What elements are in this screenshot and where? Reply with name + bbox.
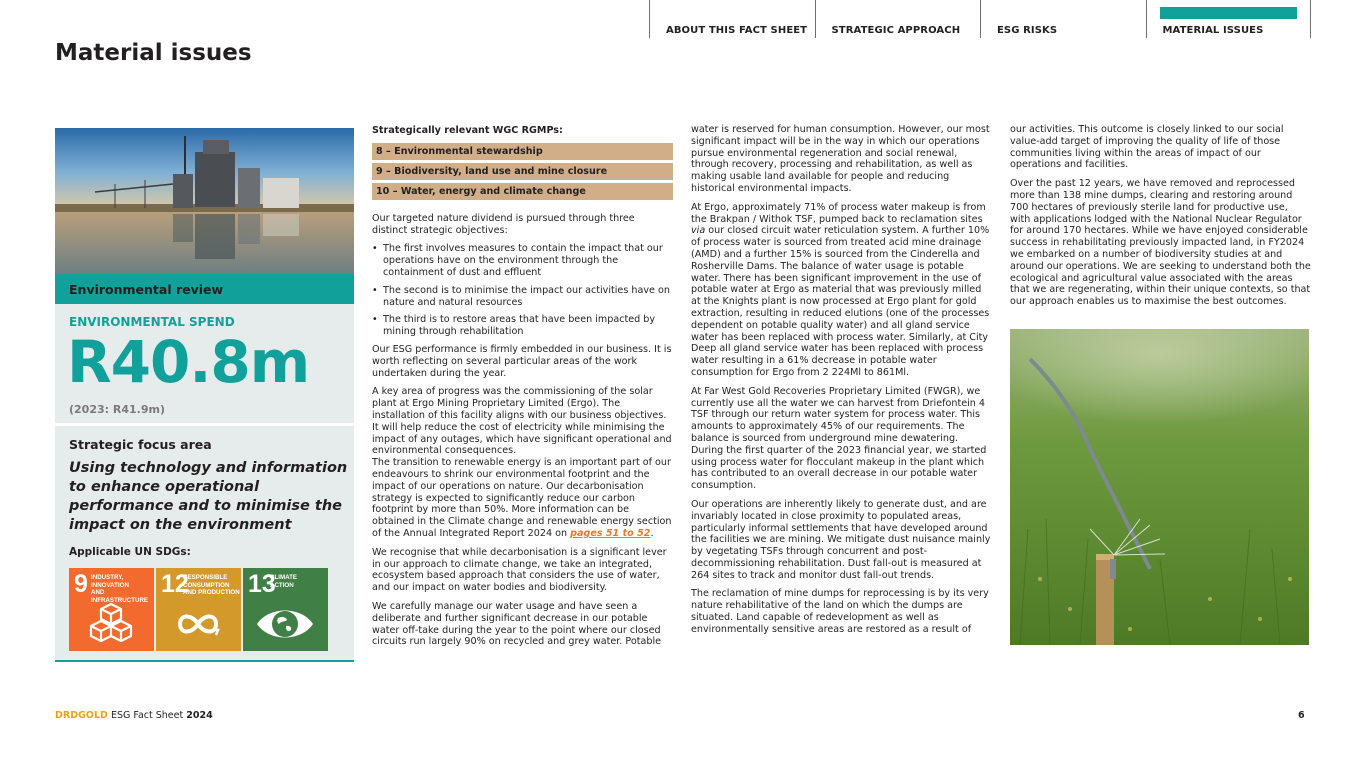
spend-value: R40.8m bbox=[67, 328, 310, 396]
paragraph: At Far West Gold Recoveries Proprietary Limited (FWGR), we currently use all the water we can harvest from Driefontein 4 TSF through our return water system for process water. This amounts to approximately 45% of our requirements. The balance is sourced from underground mine dewatering. During the first quarter of the 2023 financial year, we started using process water for flocculant makeup in the plant which has contributed to an overall decrease in our potable water consumption. bbox=[691, 385, 987, 492]
page-number: 6 bbox=[1298, 710, 1305, 721]
section-label-bar bbox=[55, 274, 354, 304]
rgmp-item: 10 – Water, energy and climate change bbox=[372, 183, 673, 200]
cubes-icon bbox=[69, 568, 154, 651]
tab-strategic-approach[interactable] bbox=[815, 0, 981, 38]
sdg-13-tile bbox=[243, 568, 328, 651]
paragraph-text: At Ergo, approximately 71% of process water makeup is from the Brakpan / Withok TSF, pumped back to reclamation sites bbox=[691, 201, 986, 225]
paragraph: We recognise that while decarbonisation is a significant lever in our approach to climate change, we take an integrated, ecosystem based approach that considers the use of water, and our impact on water bodies and biodiversity. bbox=[372, 546, 667, 594]
paragraph-text: A key area of progress was the commissioning of the solar plant at Ergo Mining Proprietary Limited (Ergo). The installation of this facility aligns with our business objectives. It will help reduce the cost of electricity while minimising the impact of any outages, which have significant operational and environmental consequences. bbox=[372, 386, 672, 457]
list-item: • The second is to minimise the impact our activities have on nature and natural resources bbox=[372, 285, 673, 309]
environmental-spend-box bbox=[55, 308, 354, 426]
paragraph-end: . bbox=[650, 527, 654, 539]
paragraph: Our targeted nature dividend is pursued through three distinct strategic objectives: bbox=[372, 212, 635, 236]
sdg-12-tile bbox=[156, 568, 241, 651]
paragraph-text: The transition to renewable energy is an important part of our endeavours to shrink our environmental footprint and the impact of our operations on nature. Our decarbonisation strategy is expected to significantly reduce our carbon footprint by more than 50%. More information can be obtained in the Climate change and renewable energy section of the Annual Integrated Report 2024 on bbox=[372, 457, 672, 539]
sdg-number: 9 bbox=[74, 570, 88, 598]
sdg-label-line: RESPONSIBLE bbox=[183, 574, 228, 581]
list-item: • The third is to restore areas that have been impacted by mining through rehabilitation bbox=[372, 314, 673, 338]
footer-title: ESG Fact Sheet bbox=[110, 710, 184, 721]
pages-link[interactable]: pages 51 to 52 bbox=[570, 527, 651, 539]
sdg-label-line: AND INFRASTRUCTURE bbox=[91, 589, 149, 604]
paragraph bbox=[372, 386, 673, 539]
sdg-number: 13 bbox=[248, 570, 276, 598]
list-item: • The first involves measures to contain the impact that our operations have on the environment through the containment of dust and effluent bbox=[372, 243, 673, 278]
rgmp-list bbox=[372, 143, 673, 200]
sdg-label-line: ACTION bbox=[270, 581, 294, 589]
tab-label: ESG RISKS bbox=[997, 25, 1058, 36]
processing-plant-photo bbox=[55, 128, 354, 274]
paragraph: our activities. This outcome is closely linked to our social value-add target of improving the quality of life of those communities living within the areas of impact of our operations and facilities. bbox=[1010, 124, 1284, 171]
paragraph: Our ESG performance is firmly embedded in our business. It is worth reflecting on several particular areas of the work undertaken during the year. bbox=[372, 343, 672, 379]
sdg-tiles bbox=[69, 568, 328, 651]
paragraph: water is reserved for human consumption. However, our most significant impact will be in the way in which our operations pursue environmental regeneration and social renewal, through recovery, processing and rehabilitation, as well as making usable land available for people and reducing historical environmental impacts. bbox=[691, 124, 990, 194]
page-title: Material issues bbox=[55, 40, 252, 66]
footer-year: 2024 bbox=[186, 710, 213, 721]
text-column-3 bbox=[1010, 124, 1311, 315]
footer-publication bbox=[55, 710, 213, 721]
section-label: Environmental review bbox=[69, 282, 224, 297]
tab-esg-risks[interactable] bbox=[980, 0, 1146, 38]
spend-label: ENVIRONMENTAL SPEND bbox=[69, 315, 235, 329]
italic-word: via bbox=[691, 225, 706, 237]
focus-heading: Strategic focus area bbox=[69, 437, 212, 452]
paragraph bbox=[691, 202, 992, 379]
paragraph-text: our closed circuit water reticulation system. A further 10% of process water is sourced from treated acid mine drainage (AMD) and a further 15% is sourced from the Cinderella and Rosherville Dams. The balance of water usage is potable water. There has been significant improvement in the use of potable water at Ergo as material that was previously milled at the Knights plant is now processed at Ergo plant for gold extraction, resulting in reduced elutions (one of the processes dependent on potable quality water) and all gland service water has been replaced with process water. Similarly, at City Deep all gland service water has been replaced with process water resulting in a 61% decrease in potable water consumption for Ergo from 2 224Ml to 861Ml. bbox=[691, 225, 990, 378]
rgmp-item: 9 – Biodiversity, land use and mine closure bbox=[372, 163, 673, 180]
environmental-review-panel bbox=[55, 128, 354, 662]
footer-brand: DRDGOLD bbox=[55, 710, 108, 721]
paragraph: Our operations are inherently likely to generate dust, and are invariably located in close proximity to populated areas, particularly informal settlements that have developed around the facilities we are mining. We mitigate dust nuisance mainly by vegetating TSFs through concurrent and post-decommissioning rehabilitation. Dust fall-out is measured at 264 sites to track and monitor dust fall-out trends. bbox=[691, 498, 991, 581]
text-column-2 bbox=[691, 124, 992, 643]
sdg-label-line: CONSUMPTION bbox=[183, 581, 230, 589]
sdg-label-line: INDUSTRY, INNOVATION bbox=[91, 574, 129, 589]
top-nav bbox=[649, 0, 1311, 38]
tab-label: STRATEGIC APPROACH bbox=[831, 25, 961, 36]
tab-about-this-fact-sheet[interactable] bbox=[649, 0, 815, 38]
paragraph: We carefully manage our water usage and have seen a deliberate and further significant decrease in our potable water off-take during the year to the point where our closed circuits run largely 90% on recycled and grey water. Potable bbox=[372, 600, 662, 648]
tab-label: MATERIAL ISSUES bbox=[1162, 25, 1264, 36]
text-column-1 bbox=[372, 124, 673, 655]
active-tab-indicator bbox=[1160, 7, 1298, 19]
paragraph: The reclamation of mine dumps for reprocessing is by its very nature rehabilitative of the land on which the dumps are situated. Land capable of redevelopment as well as environmentally sensitive areas are restored as a result of bbox=[691, 588, 989, 635]
sdg-label-line: AND PRODUCTION bbox=[183, 589, 240, 596]
sdg-label-line: CLIMATE bbox=[270, 574, 298, 581]
spend-prior-year: (2023: R41.9m) bbox=[69, 403, 165, 416]
sdg-heading: Applicable UN SDGs: bbox=[69, 546, 191, 558]
sdg-9-tile bbox=[69, 568, 154, 651]
irrigation-sprinkler-photo bbox=[1010, 329, 1309, 645]
objectives-list bbox=[372, 243, 673, 338]
eye-globe-icon bbox=[243, 568, 328, 651]
tab-label: ABOUT THIS FACT SHEET bbox=[666, 25, 808, 36]
tab-material-issues[interactable] bbox=[1146, 0, 1312, 38]
rgmp-item: 8 – Environmental stewardship bbox=[372, 143, 673, 160]
sdg-number: 12 bbox=[161, 570, 189, 598]
infinity-icon bbox=[156, 568, 241, 651]
rgmp-heading: Strategically relevant WGC RGMPs: bbox=[372, 125, 563, 136]
paragraph: Over the past 12 years, we have removed and reprocessed more than 138 mine dumps, clearing and restoring around 700 hectares of previously sterile land for productive use, with applications lodged with the National Nuclear Regulator for around 170 hectares. While we have enjoyed considerable success in rehabilitating previously impacted land, in FY2024 we embarked on a number of biodiversity studies at and around our operations. We are seeking to understand both the ecological and agricultural value associated with the areas that we are regenerating, within their unique contexts, so that our approach enables us to maximise the best outcomes. bbox=[1010, 178, 1311, 308]
focus-text: Using technology and information to enhance operational performance and to minimise the impact on the environment bbox=[69, 460, 348, 533]
